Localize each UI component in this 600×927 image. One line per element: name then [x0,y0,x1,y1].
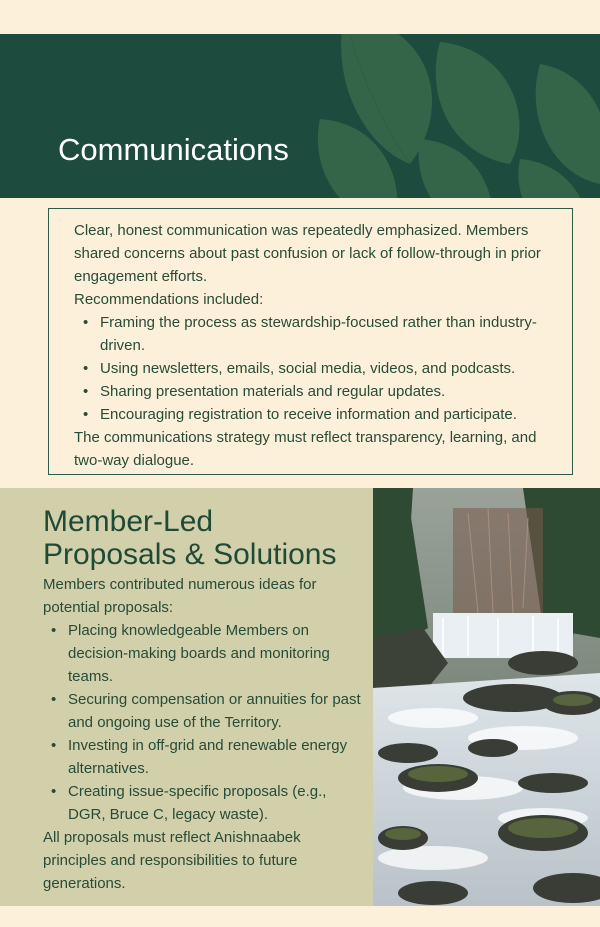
proposals-list [43,619,361,826]
list-item: • Investing in off-grid and renewable energy alternatives. [68,734,361,780]
heading-line: Proposals & Solutions [43,538,337,571]
section-heading [43,505,363,571]
heading-line: Member-Led [43,505,214,538]
bottom-strip [0,906,600,927]
list-item: • Securing compensation or annuities for past and ongoing use of the Territory. [68,688,361,734]
list-item: • Framing the process as stewardship-focused rather than industry-driven. [100,311,556,357]
page-title: Communications [58,132,289,167]
member-led-panel [0,488,373,906]
member-led-closing: All proposals must reflect Anishnaabek principles and responsibilities to future generations. [43,829,301,892]
list-item: • Using newsletters, emails, social media, videos, and podcasts. [100,357,556,380]
member-led-body [43,573,361,895]
communications-closing: The communications strategy must reflect transparency, learning, and two-way dialogue. [74,429,537,469]
waterfall-photo [373,488,600,906]
list-item: • Sharing presentation materials and regular updates. [100,380,556,403]
recommendations-list [74,311,556,426]
communications-lead: Recommendations included: [74,291,264,308]
communications-box [48,208,573,475]
leaf-pattern-decoration [0,34,600,198]
list-item: • Creating issue-specific proposals (e.g., DGR, Bruce C, legacy waste). [68,780,361,826]
list-item: • Placing knowledgeable Members on decision-making boards and monitoring teams. [68,619,361,688]
list-item: • Encouraging registration to receive information and participate. [100,403,556,426]
header-banner [0,34,600,198]
member-led-intro: Members contributed numerous ideas for potential proposals: [43,576,317,616]
communications-intro: Clear, honest communication was repeatedly emphasized. Members shared concerns about past confusion or lack of follow-through in prior engagement efforts. [74,222,541,285]
